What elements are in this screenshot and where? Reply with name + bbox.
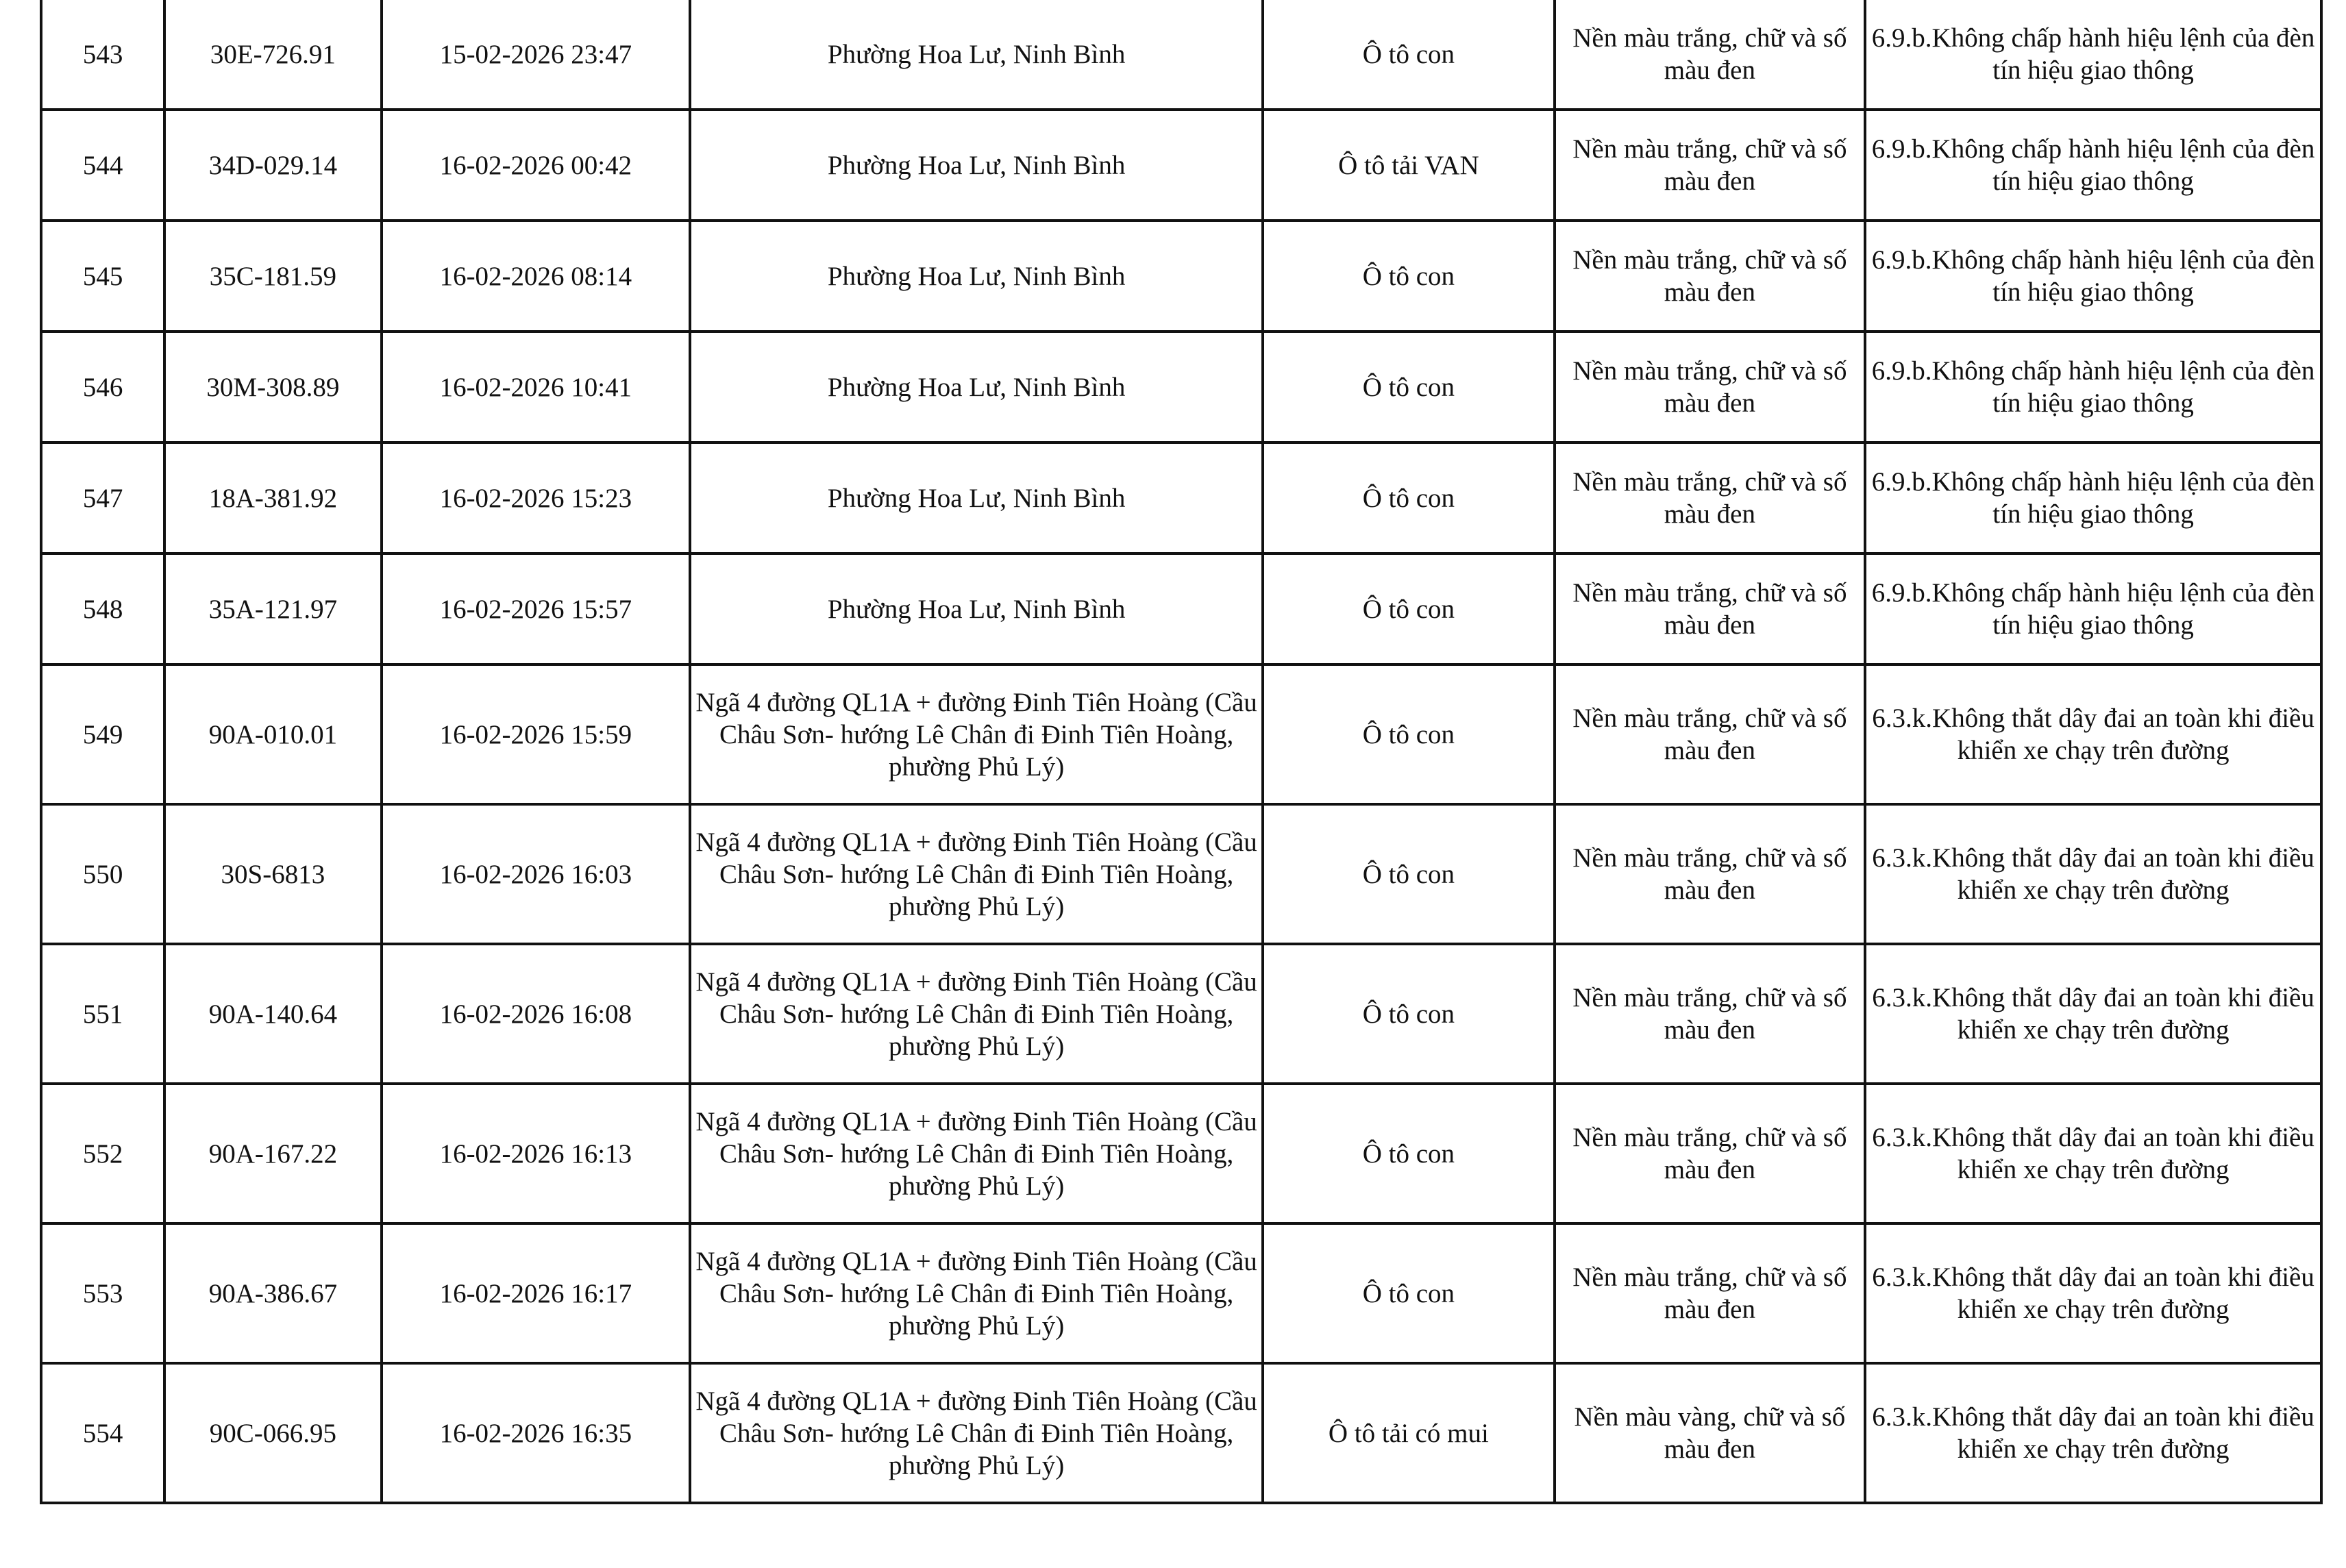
violation-description: 6.9.b.Không chấp hành hiệu lệnh của đèn tín hiệu giao thông xyxy=(1865,221,2321,332)
row-number: 543 xyxy=(41,0,164,110)
table-row xyxy=(41,443,2321,553)
plate-color: Nền màu trắng, chữ và số màu đen xyxy=(1555,221,1866,332)
vehicle-type: Ô tô con xyxy=(1263,443,1555,553)
table-row xyxy=(41,804,2321,944)
table-row xyxy=(41,1223,2321,1363)
violation-location: Ngã 4 đường QL1A + đường Đinh Tiên Hoàng (Cầu Châu Sơn- hướng Lê Chân đi Đinh Tiên Hoàng, phường Phủ Lý) xyxy=(690,804,1263,944)
violation-description: 6.3.k.Không thắt dây đai an toàn khi điều khiển xe chạy trên đường xyxy=(1865,664,2321,804)
plate-color: Nền màu trắng, chữ và số màu đen xyxy=(1555,0,1866,110)
violation-time: 16-02-2026 16:17 xyxy=(382,1223,691,1363)
row-number: 547 xyxy=(41,443,164,553)
violation-description: 6.9.b.Không chấp hành hiệu lệnh của đèn tín hiệu giao thông xyxy=(1865,110,2321,221)
table-row xyxy=(41,0,2321,110)
row-number: 551 xyxy=(41,944,164,1084)
plate-color: Nền màu trắng, chữ và số màu đen xyxy=(1555,944,1866,1084)
violation-description: 6.3.k.Không thắt dây đai an toàn khi điều khiển xe chạy trên đường xyxy=(1865,944,2321,1084)
license-plate: 18A-381.92 xyxy=(164,443,381,553)
violation-location: Phường Hoa Lư, Ninh Bình xyxy=(690,221,1263,332)
license-plate: 30S-6813 xyxy=(164,804,381,944)
vehicle-type: Ô tô tải có mui xyxy=(1263,1363,1555,1503)
license-plate: 90A-386.67 xyxy=(164,1223,381,1363)
violation-location: Ngã 4 đường QL1A + đường Đinh Tiên Hoàng (Cầu Châu Sơn- hướng Lê Chân đi Đinh Tiên Hoàng, phường Phủ Lý) xyxy=(690,944,1263,1084)
violation-description: 6.9.b.Không chấp hành hiệu lệnh của đèn tín hiệu giao thông xyxy=(1865,443,2321,553)
row-number: 548 xyxy=(41,553,164,664)
violation-time: 16-02-2026 15:23 xyxy=(382,443,691,553)
vehicle-type: Ô tô con xyxy=(1263,944,1555,1084)
violation-description: 6.3.k.Không thắt dây đai an toàn khi điều khiển xe chạy trên đường xyxy=(1865,1363,2321,1503)
plate-color: Nền màu trắng, chữ và số màu đen xyxy=(1555,553,1866,664)
violation-time: 16-02-2026 15:57 xyxy=(382,553,691,664)
plate-color: Nền màu trắng, chữ và số màu đen xyxy=(1555,1084,1866,1223)
violation-location: Phường Hoa Lư, Ninh Bình xyxy=(690,0,1263,110)
violation-location: Ngã 4 đường QL1A + đường Đinh Tiên Hoàng (Cầu Châu Sơn- hướng Lê Chân đi Đinh Tiên Hoàng, phường Phủ Lý) xyxy=(690,1363,1263,1503)
vehicle-type: Ô tô con xyxy=(1263,332,1555,443)
table-row xyxy=(41,664,2321,804)
violation-description: 6.3.k.Không thắt dây đai an toàn khi điều khiển xe chạy trên đường xyxy=(1865,804,2321,944)
license-plate: 30E-726.91 xyxy=(164,0,381,110)
license-plate: 34D-029.14 xyxy=(164,110,381,221)
license-plate: 35A-121.97 xyxy=(164,553,381,664)
plate-color: Nền màu trắng, chữ và số màu đen xyxy=(1555,110,1866,221)
plate-color: Nền màu trắng, chữ và số màu đen xyxy=(1555,443,1866,553)
table-row xyxy=(41,1084,2321,1223)
license-plate: 90A-167.22 xyxy=(164,1084,381,1223)
violation-location: Phường Hoa Lư, Ninh Bình xyxy=(690,443,1263,553)
plate-color: Nền màu trắng, chữ và số màu đen xyxy=(1555,664,1866,804)
row-number: 545 xyxy=(41,221,164,332)
violation-time: 16-02-2026 16:08 xyxy=(382,944,691,1084)
violation-location: Phường Hoa Lư, Ninh Bình xyxy=(690,110,1263,221)
table-row xyxy=(41,944,2321,1084)
violations-table xyxy=(40,0,2323,1504)
violation-time: 16-02-2026 16:03 xyxy=(382,804,691,944)
row-number: 549 xyxy=(41,664,164,804)
vehicle-type: Ô tô con xyxy=(1263,553,1555,664)
violation-description: 6.9.b.Không chấp hành hiệu lệnh của đèn tín hiệu giao thông xyxy=(1865,332,2321,443)
vehicle-type: Ô tô tải VAN xyxy=(1263,110,1555,221)
violation-time: 16-02-2026 16:35 xyxy=(382,1363,691,1503)
table-row xyxy=(41,221,2321,332)
plate-color: Nền màu trắng, chữ và số màu đen xyxy=(1555,804,1866,944)
license-plate: 30M-308.89 xyxy=(164,332,381,443)
violation-time: 16-02-2026 00:42 xyxy=(382,110,691,221)
table-row xyxy=(41,332,2321,443)
violation-time: 16-02-2026 10:41 xyxy=(382,332,691,443)
vehicle-type: Ô tô con xyxy=(1263,804,1555,944)
row-number: 550 xyxy=(41,804,164,944)
plate-color: Nền màu trắng, chữ và số màu đen xyxy=(1555,332,1866,443)
violation-time: 16-02-2026 08:14 xyxy=(382,221,691,332)
table-row xyxy=(41,1363,2321,1503)
violation-time: 16-02-2026 16:13 xyxy=(382,1084,691,1223)
violation-time: 16-02-2026 15:59 xyxy=(382,664,691,804)
row-number: 554 xyxy=(41,1363,164,1503)
license-plate: 90A-140.64 xyxy=(164,944,381,1084)
row-number: 546 xyxy=(41,332,164,443)
violation-location: Ngã 4 đường QL1A + đường Đinh Tiên Hoàng (Cầu Châu Sơn- hướng Lê Chân đi Đinh Tiên Hoàng, phường Phủ Lý) xyxy=(690,1223,1263,1363)
violation-description: 6.3.k.Không thắt dây đai an toàn khi điều khiển xe chạy trên đường xyxy=(1865,1223,2321,1363)
violation-description: 6.9.b.Không chấp hành hiệu lệnh của đèn tín hiệu giao thông xyxy=(1865,0,2321,110)
violation-location: Ngã 4 đường QL1A + đường Đinh Tiên Hoàng (Cầu Châu Sơn- hướng Lê Chân đi Đinh Tiên Hoàng, phường Phủ Lý) xyxy=(690,1084,1263,1223)
violation-location: Ngã 4 đường QL1A + đường Đinh Tiên Hoàng (Cầu Châu Sơn- hướng Lê Chân đi Đinh Tiên Hoàng, phường Phủ Lý) xyxy=(690,664,1263,804)
row-number: 544 xyxy=(41,110,164,221)
vehicle-type: Ô tô con xyxy=(1263,221,1555,332)
violation-location: Phường Hoa Lư, Ninh Bình xyxy=(690,553,1263,664)
plate-color: Nền màu vàng, chữ và số màu đen xyxy=(1555,1363,1866,1503)
violation-time: 15-02-2026 23:47 xyxy=(382,0,691,110)
violation-description: 6.3.k.Không thắt dây đai an toàn khi điều khiển xe chạy trên đường xyxy=(1865,1084,2321,1223)
vehicle-type: Ô tô con xyxy=(1263,1223,1555,1363)
vehicle-type: Ô tô con xyxy=(1263,1084,1555,1223)
license-plate: 90A-010.01 xyxy=(164,664,381,804)
row-number: 552 xyxy=(41,1084,164,1223)
table-row xyxy=(41,553,2321,664)
license-plate: 90C-066.95 xyxy=(164,1363,381,1503)
plate-color: Nền màu trắng, chữ và số màu đen xyxy=(1555,1223,1866,1363)
violation-description: 6.9.b.Không chấp hành hiệu lệnh của đèn tín hiệu giao thông xyxy=(1865,553,2321,664)
violation-location: Phường Hoa Lư, Ninh Bình xyxy=(690,332,1263,443)
license-plate: 35C-181.59 xyxy=(164,221,381,332)
vehicle-type: Ô tô con xyxy=(1263,664,1555,804)
table-row xyxy=(41,110,2321,221)
violations-document xyxy=(40,0,2323,1504)
row-number: 553 xyxy=(41,1223,164,1363)
vehicle-type: Ô tô con xyxy=(1263,0,1555,110)
